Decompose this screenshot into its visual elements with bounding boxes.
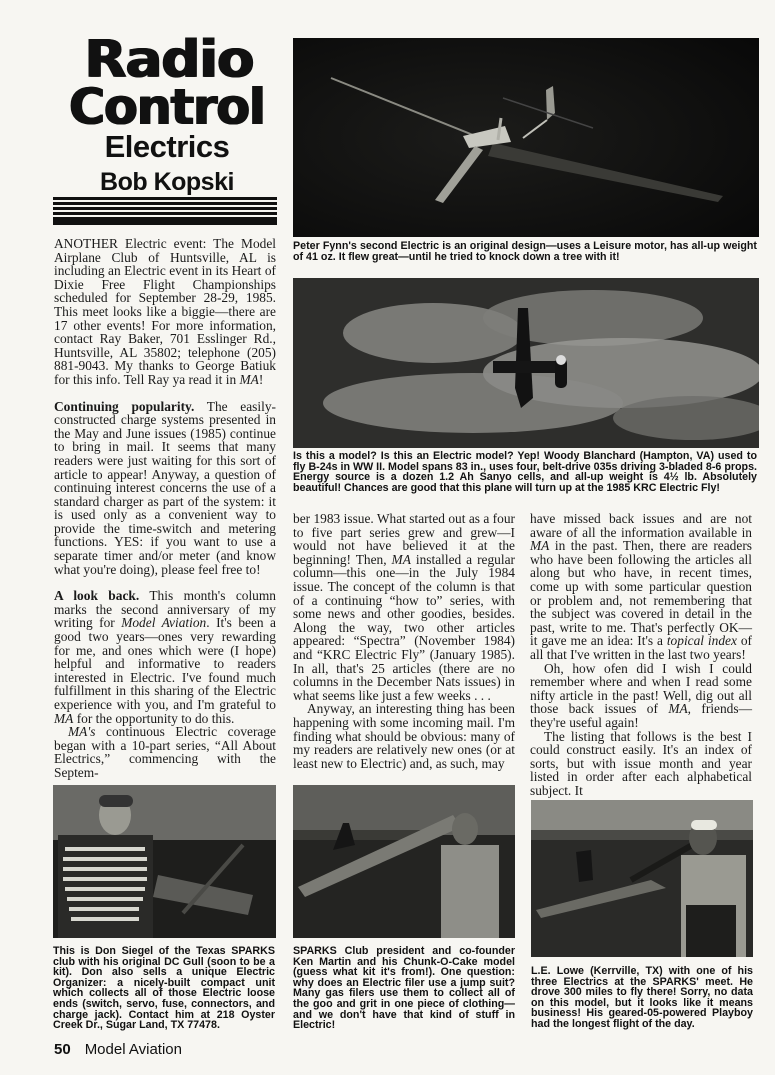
article-column-1 — [54, 237, 276, 780]
article-column-2 — [293, 512, 515, 770]
caption-ken-martin: SPARKS Club president and co-founder Ken Martin and his Chunk-O-Cake model (guess what kit it's from!). One question: why does an Electric filer use a jump suit? Many gas filers use them to collect all of the goo and grit in one piece of clothing—and we don't have that kind of stuff in Electric! — [293, 945, 515, 1032]
page-number: 50 — [54, 1041, 71, 1058]
ma-ref: MA — [54, 710, 74, 726]
subhead: Continuing popularity. — [54, 398, 195, 414]
text: have missed back issues and are not aware of all the information available in — [530, 511, 752, 540]
text: in the past. Then, there are readers who have been following the articles all along but who have, in recent times, come up with some particular question or problem and, not remembering that the subject was covered in detail in the past, write to me. That's perfectly OK—it gave me an idea: It's a — [530, 538, 752, 649]
lead-word: ANOTHER — [54, 236, 118, 251]
paragraph-mail-cont — [530, 512, 752, 662]
photo-b24 — [293, 278, 759, 448]
article-column-3 — [530, 512, 752, 797]
ma-ref: MA — [391, 551, 411, 567]
photo-don-siegel — [53, 785, 276, 938]
text: Oh, how ofen did I wish I could remember where and when I read some nifty article in the past! Well, dig out all those back issues of — [530, 660, 752, 717]
masthead-control: Control — [69, 78, 265, 136]
text: The easily-constructed charge systems presented in the May and June issues (1985) continue to bring in mail. It seems that many readers were just waiting for this sort of article to appear! Anyway, a question of continuing interest concerns the use of a standard charger as part of the system: it is used only as a convenient way to provide the time-switch and metering functions. YES: if you want to use a separate timer and/or meter (and know what you're doing), please feel free to! — [54, 398, 276, 577]
photo-le-lowe — [531, 800, 753, 957]
ma-ref: MA's — [68, 724, 96, 740]
paragraph-listing: The listing that follows is the best I could construct easily. It's an index of sorts, but with issue month and year listed in order after each alphabetical subject. It — [530, 728, 752, 798]
masthead-rule — [53, 197, 277, 230]
ma-ref: MA — [530, 538, 550, 554]
paragraph-oh-how — [530, 662, 752, 730]
caption-don-siegel: This is Don Siegel of the Texas SPARKS club with his original DC Gull (soon to be a kit). Don also sells a unique Electric Organizer: a nicely-built compact unit which collects all of those Electric loose ends (switch, servo, fuse, connectors, and charge jack). Contact him at 218 Oyster Creek Dr., Sugar Land, TX 77478. — [53, 945, 275, 1032]
paragraph-incoming-mail: Anyway, an interesting thing has been happening with some incoming mail. I'm finding what should be obvious: many of my readers are relatively new ones (or at least new to Electric) and, as such, may — [293, 701, 515, 771]
magazine-name: Model Aviation — [84, 1041, 182, 1058]
paragraph-coverage-cont: ber 1983 issue. What started out as a four to five part series grew and grew—I would not have believed it at the beginning! Then, MA installed a regular column—this one—in the July 1984 issue. The concept of the column is that of a continuing “how to” series, with some news and other goodies, besides. Along the way, two other articles appeared: “Spectra” (November 1984) and “KRC Electric Fly” (January 1985). In all, that's 25 articles (there are no columns in the December Nats issues) in what seems like just a few weeks . . . — [293, 511, 515, 703]
text: of all that I've written in the last two years! — [530, 633, 752, 662]
text: , friends—they're useful again! — [530, 701, 752, 730]
caption-b24: Is this a model? Is this an Electric model? Yep! Woody Blanchard (Hampton, VA) used to fly B-24s in WW II. Model spans 83 in., uses four, belt-drive 035s driving 3-bladed 8-6 props. Energy source is a dozen 1.2 Ah Sanyo cells, and all-up weight is 4½ lb. Absolutely beautiful! Chances are good that this plane will turn up at the 1985 KRC Electric Fly! — [293, 450, 757, 494]
text: Electric event: The Model Airplane Club of Huntsville, AL is including an Electric event in its Heart of Dixie Free Flight Championships scheduled for September 28-29, 1985. This meet looks like a biggie—there are 17 other events! For more information, contact Ray Baker, 701 Esslinger Rd., Huntsville, AL 35802; telephone (205) 881-9043. My thanks to George Batiuk for this info. Tell Ray ya read it in — [54, 236, 276, 387]
caption-glider: Peter Fynn's second Electric is an original design—uses a Leisure motor, has all-up weight of 41 oz. It flew great—until he tried to knock down a tree with it! — [293, 240, 757, 263]
paragraph-intro — [54, 237, 276, 387]
masthead-radio: Radio — [84, 30, 254, 90]
text: ! — [258, 371, 264, 387]
topical-index-ref: topical index — [666, 633, 737, 649]
caption-le-lowe: L.E. Lowe (Kerrville, TX) with one of his three Electrics at the SPARKS' meet. He drove 300 miles to fly there! Sorry, no data on this model, but it looks like it means business! His geared-05-powered Playboy had the longest flight of the day. — [531, 965, 753, 1030]
paragraph-look-back — [54, 589, 276, 725]
page-footer — [54, 1041, 182, 1058]
text: for the opportunity to do this. — [73, 710, 235, 726]
ma-ref: MA — [668, 701, 688, 717]
text: This month's column marks the second anniversary of my writing for — [54, 588, 276, 631]
magazine-ref: Model Aviation — [121, 615, 207, 631]
photo-ken-martin — [293, 785, 515, 938]
photo-glider — [293, 38, 759, 237]
subhead: A look back. — [54, 588, 140, 604]
ma-ref: MA — [239, 371, 259, 387]
paragraph-coverage-start: MA's continuous Electric coverage began with a 10-part series, “All About Electrics,” commencing with the Septem- — [54, 724, 276, 780]
section-title: Electrics — [104, 129, 230, 164]
author-byline: Bob Kopski — [100, 168, 234, 196]
text: . It's been a good two years—ones very rewarding for me, and ones which were (I hope) helpful and informative to readers interested in Electric. I've found much fulfillment in this sharing of the Electric experience with you, and I'm grateful to — [54, 615, 276, 712]
paragraph-continuing-popularity — [54, 400, 276, 577]
